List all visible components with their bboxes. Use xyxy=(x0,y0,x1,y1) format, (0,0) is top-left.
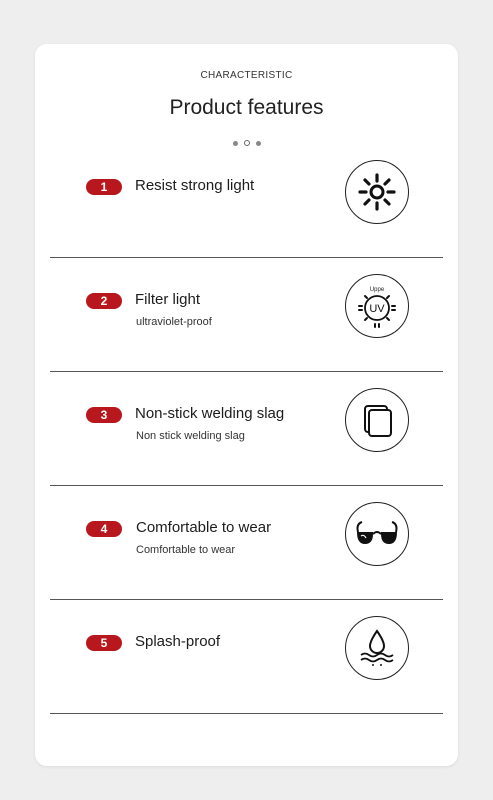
feature-number-badge: 3 xyxy=(86,407,122,423)
feature-number-badge: 4 xyxy=(86,521,122,537)
feature-row-5 xyxy=(50,600,443,714)
water-drop-icon xyxy=(345,616,409,680)
glasses-icon xyxy=(345,502,409,566)
feature-subtitle: Non stick welding slag xyxy=(136,430,245,442)
feature-title: Comfortable to wear xyxy=(136,519,272,536)
section-eyebrow: CHARACTERISTIC xyxy=(200,70,293,81)
uv-icon xyxy=(345,274,409,338)
feature-number-badge: 2 xyxy=(86,293,122,309)
feature-subtitle: Comfortable to wear xyxy=(136,544,236,556)
feature-row-4 xyxy=(50,486,443,600)
feature-title: Non-stick welding slag xyxy=(135,405,285,422)
feature-title: Filter light xyxy=(135,291,201,308)
page-title: Product features xyxy=(169,96,324,119)
feature-row-2 xyxy=(50,258,443,372)
uv-icon-text: UV xyxy=(369,303,385,315)
feature-number-badge: 5 xyxy=(86,635,122,651)
feature-row-3 xyxy=(50,372,443,486)
layers-icon xyxy=(345,388,409,452)
feature-number-badge: 1 xyxy=(86,179,122,195)
feature-row-1 xyxy=(50,144,443,258)
feature-subtitle: ultraviolet-proof xyxy=(136,316,212,328)
uv-icon-caption: Uppe xyxy=(369,287,385,293)
features-card xyxy=(35,44,458,766)
feature-title: Resist strong light xyxy=(135,177,255,194)
sun-icon xyxy=(345,160,409,224)
feature-title: Splash-proof xyxy=(135,633,221,650)
